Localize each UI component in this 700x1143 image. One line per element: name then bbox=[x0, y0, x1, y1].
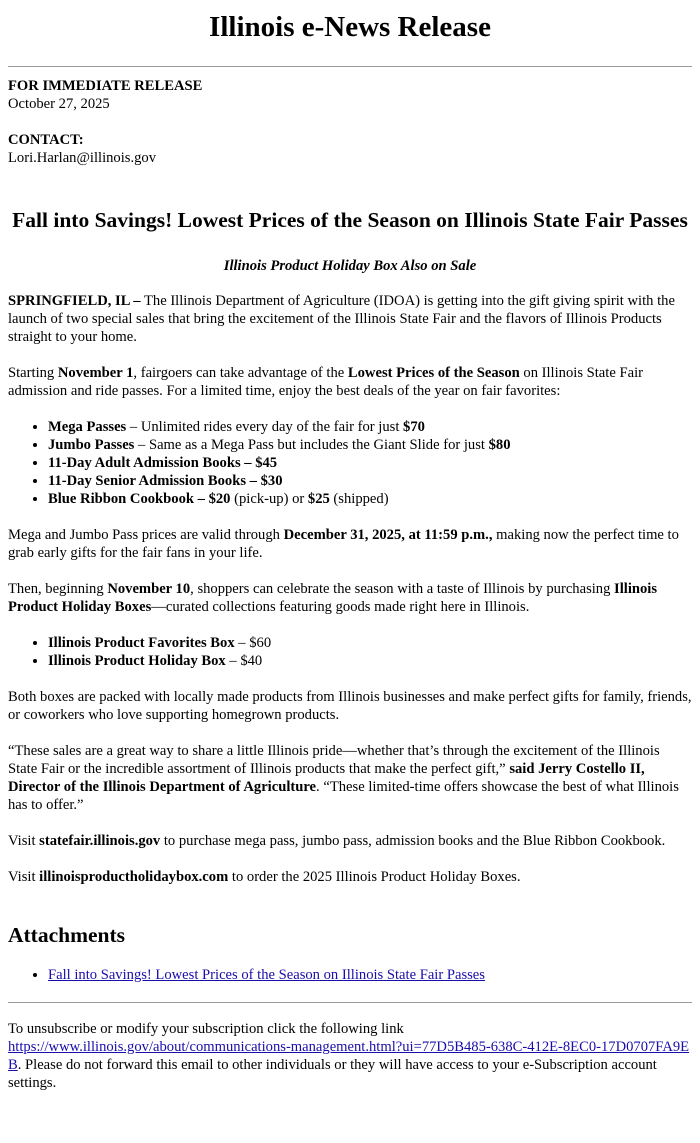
paragraph-validity: Mega and Jumbo Pass prices are valid through December 31, 2025, at 11:59 p.m., making now the perfect time to grab early gifts for the fair fans in your life. bbox=[8, 527, 679, 561]
paragraph-holiday-boxes: Then, beginning November 10, shoppers can celebrate the season with a taste of Illinois by purchasing Illinois Product Holiday Boxes—curated collections featuring goods made right here in Illinois. bbox=[8, 581, 658, 615]
bottom-divider bbox=[8, 1002, 692, 1003]
list-item: • Mega Passes – Unlimited rides every day of the fair for just $70 bbox=[48, 418, 692, 436]
contact-email: Lori.Harlan@illinois.gov bbox=[8, 150, 157, 166]
box-list bbox=[8, 634, 692, 670]
list-item: • Blue Ribbon Cookbook – $20 (pick-up) or $25 (shipped) bbox=[48, 490, 692, 508]
article-headline: Fall into Savings! Lowest Prices of the Season on Illinois State Fair Passes bbox=[12, 208, 688, 232]
release-label: FOR IMMEDIATE RELEASE bbox=[8, 78, 203, 94]
article-subhead: Illinois Product Holiday Box Also on Sale bbox=[223, 258, 477, 274]
unsubscribe-notice: To unsubscribe or modify your subscription click the following link https://www.illinois.gov/about/communications-management.html?ui=77D5B485-638C-412E-8EC0-17D0707FA9EB. Please do not forward this email to other individuals or they will have access to your e-Subscription account settings. bbox=[8, 1021, 690, 1091]
attachments-heading: Attachments bbox=[8, 923, 126, 947]
paragraph-statefair-visit: Visit statefair.illinois.gov to purchase mega pass, jumbo pass, admission books and the Blue Ribbon Cookbook. bbox=[8, 833, 666, 849]
paragraph-quote: “These sales are a great way to share a little Illinois pride—whether that’s through the excitement of the Illinois State Fair or the incredible assortment of Illinois products that make the perfect gift,” said Jerry Costello II, Director of the Illinois Department of Agriculture. “These limited-time offers showcase the best of what Illinois has to offer.” bbox=[8, 743, 679, 813]
dateline: SPRINGFIELD, IL – bbox=[8, 293, 141, 309]
list-item: • 11-Day Adult Admission Books – $45 bbox=[48, 454, 692, 472]
attachment-list bbox=[8, 966, 692, 984]
contact-label: CONTACT: bbox=[8, 132, 84, 148]
release-date: October 27, 2025 bbox=[8, 96, 110, 112]
paragraph-intro: SPRINGFIELD, IL – The Illinois Department of Agriculture (IDOA) is getting into the gift giving spirit with the launch of two special sales that bring the excitement of the Illinois State Fair and the flavors of Illinois Products straight to your home. bbox=[8, 293, 675, 345]
list-item: • Illinois Product Favorites Box – $60 bbox=[48, 634, 692, 652]
unsubscribe-link[interactable]: https://www.illinois.gov/about/communications-management.html?ui=77D5B485-638C-412E-8EC0-17D0707FA9EB bbox=[8, 1039, 690, 1073]
list-item bbox=[48, 966, 692, 984]
paragraph-holidaybox-visit: Visit illinoisproductholidaybox.com to order the 2025 Illinois Product Holiday Boxes. bbox=[8, 869, 521, 885]
paragraph-boxes-info: Both boxes are packed with locally made products from Illinois businesses and make perfect gifts for family, friends, or coworkers who love supporting homegrown products. bbox=[8, 689, 692, 723]
paragraph-fair-sale: Starting November 1, fairgoers can take advantage of the Lowest Prices of the Season on Illinois State Fair admission and ride passes. For a limited time, enjoy the best deals of the year on fair favorites: bbox=[8, 365, 643, 399]
page-title: Illinois e-News Release bbox=[209, 11, 491, 43]
list-item: • Illinois Product Holiday Box – $40 bbox=[48, 652, 692, 670]
list-item: • 11-Day Senior Admission Books – $30 bbox=[48, 472, 692, 490]
pass-list bbox=[8, 418, 692, 508]
list-item: • Jumbo Passes – Same as a Mega Pass but includes the Giant Slide for just $80 bbox=[48, 436, 692, 454]
top-divider bbox=[8, 66, 692, 67]
attachment-link[interactable]: Fall into Savings! Lowest Prices of the Season on Illinois State Fair Passes bbox=[48, 967, 485, 983]
